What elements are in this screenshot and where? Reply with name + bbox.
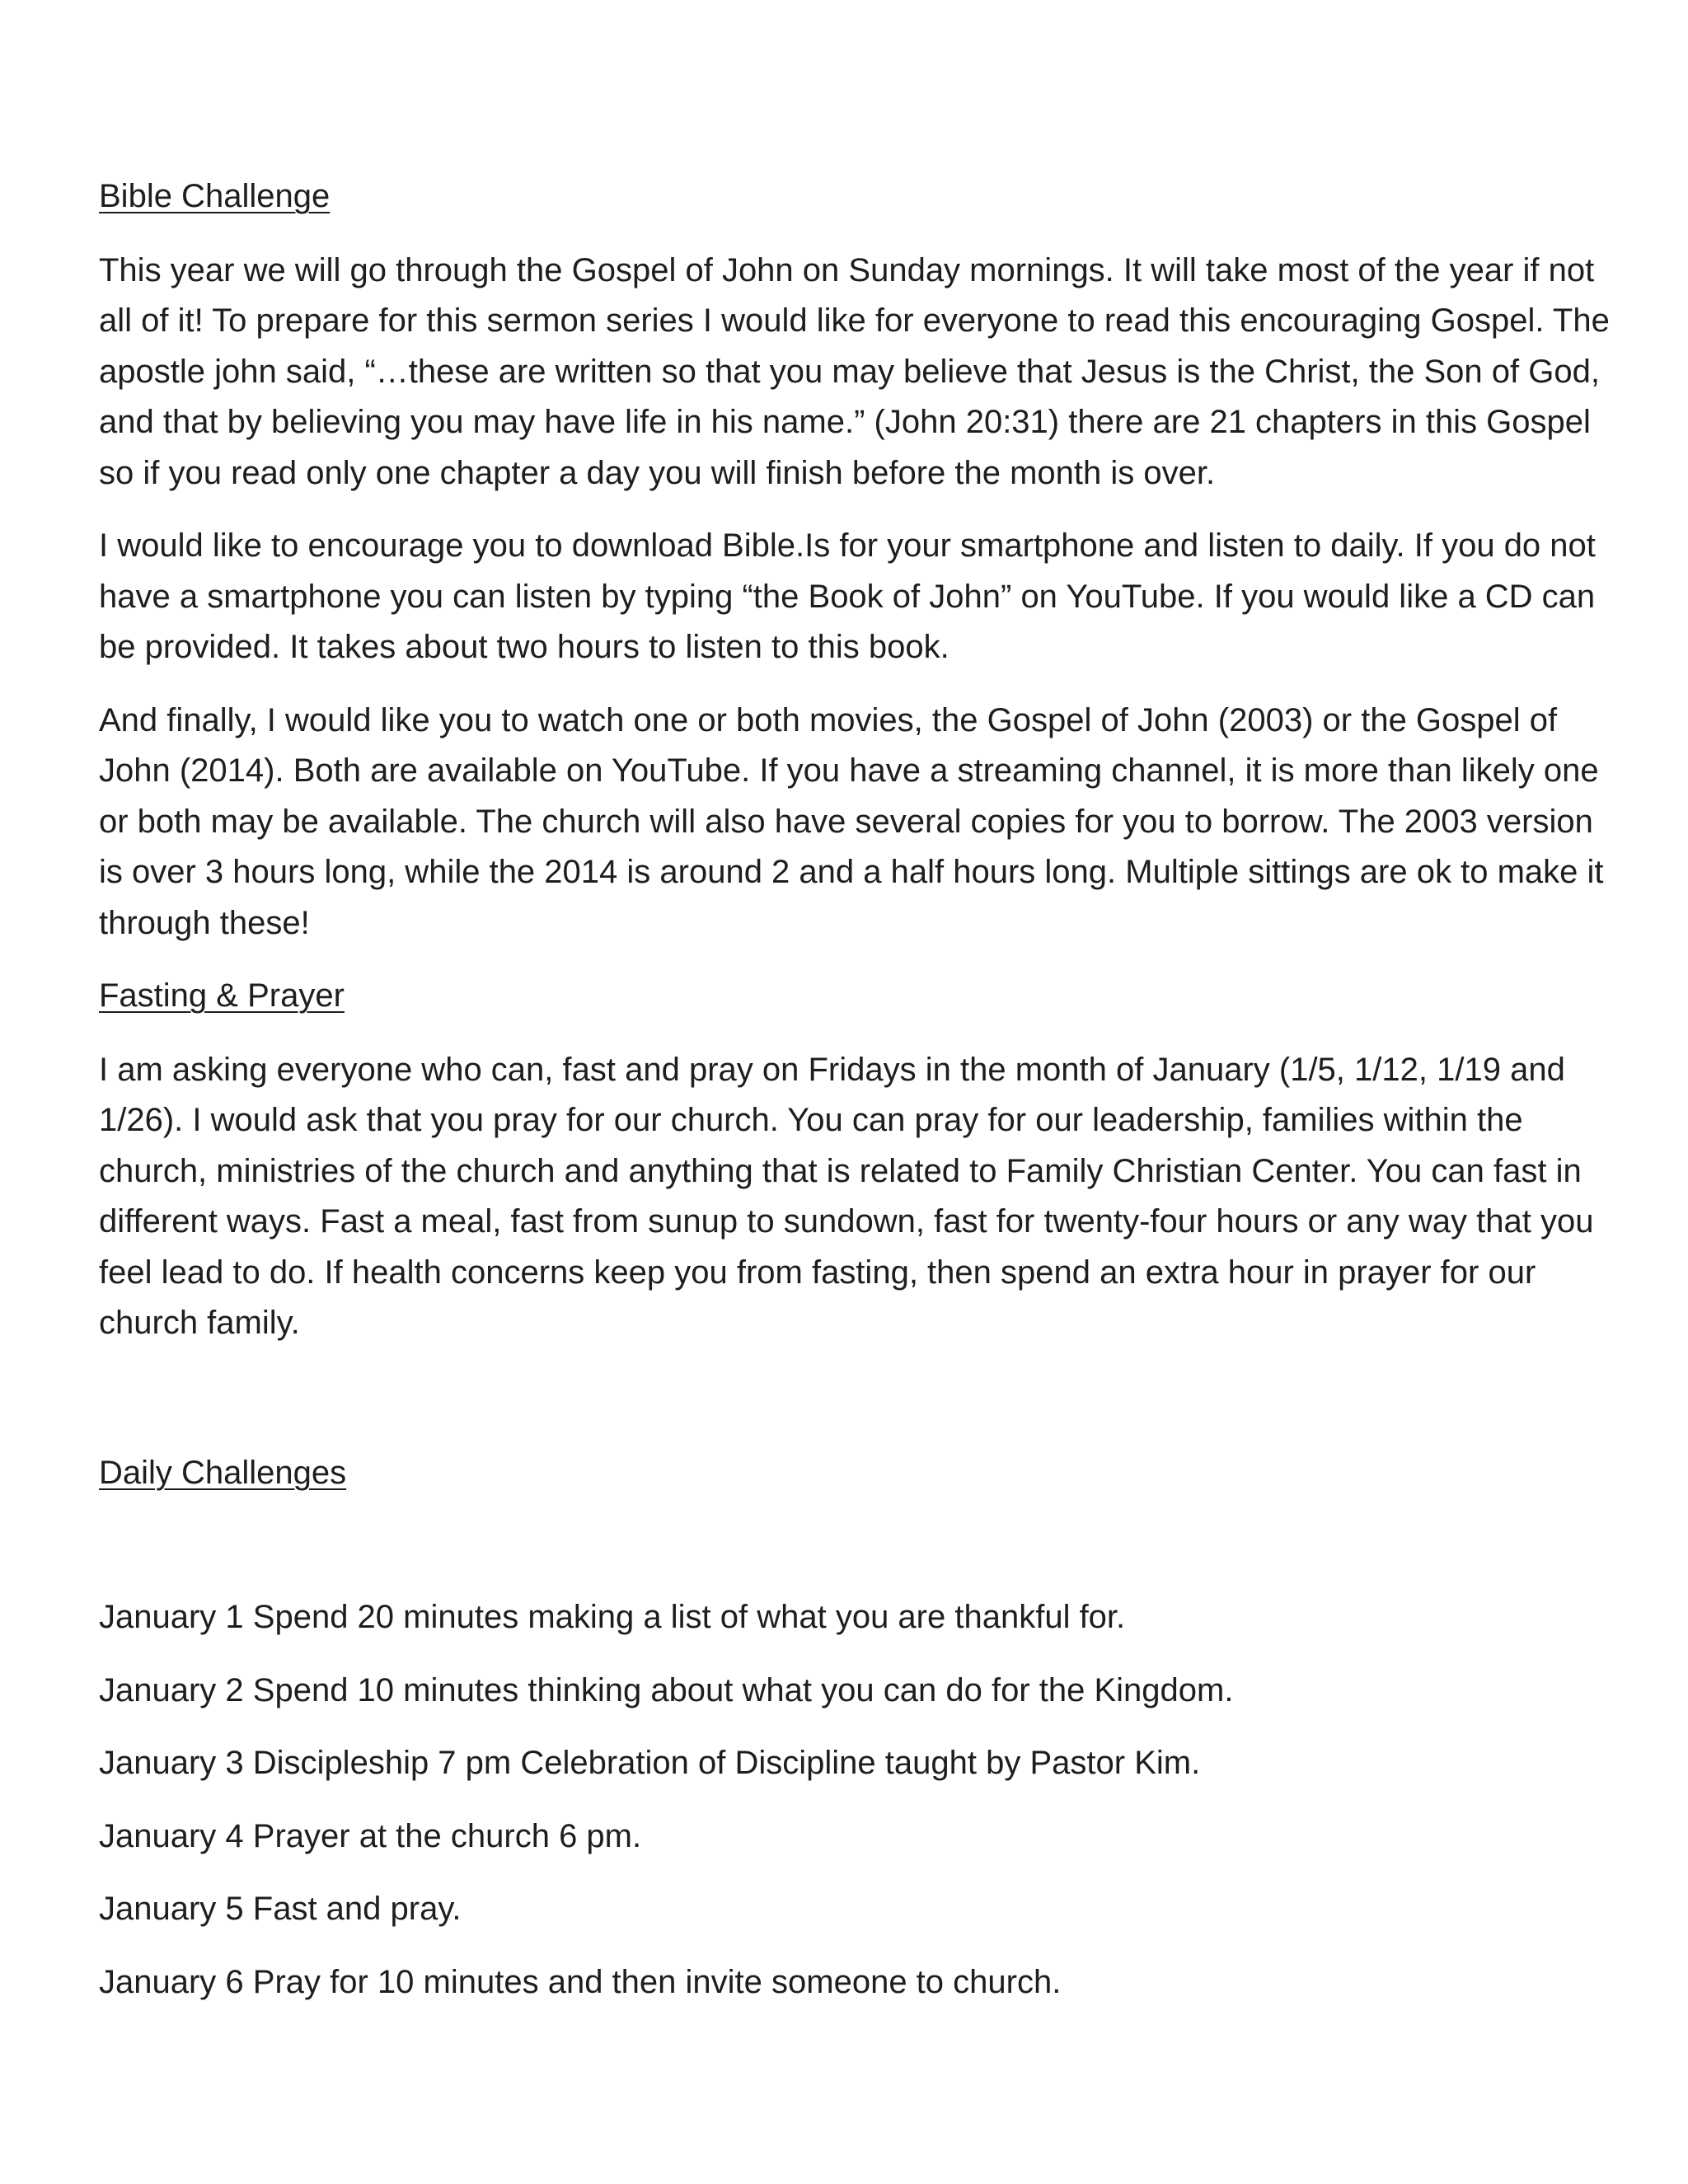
- bible-challenge-paragraph-2: I would like to encourage you to download Bible.Is for your smartphone and listen to daily. If you do not have a smartphone you can listen by typing “the Book of John” on YouTube. If you would like a CD can be provided. It takes about two hours to listen to this book.: [99, 527, 1596, 665]
- bible-challenge-paragraph-3: And finally, I would like you to watch one or both movies, the Gospel of John (2003) or the Gospel of John (2014). Both are available on YouTube. If you have a streaming channel, it is more than likely one or both may be available. The church will also have several copies for you to borrow. The 2003 version is over 3 hours long, while the 2014 is around 2 and a half hours long. Multiple sittings are ok to make it through these!: [99, 701, 1604, 941]
- daily-challenge-item: January 6 Pray for 10 minutes and then invite someone to church.: [99, 1963, 1062, 2000]
- daily-challenge-item: January 4 Prayer at the church 6 pm.: [99, 1817, 642, 1854]
- daily-challenge-item: January 3 Discipleship 7 pm Celebration of Discipline taught by Pastor Kim.: [99, 1745, 1201, 1781]
- daily-challenges-list: [99, 1592, 1615, 2008]
- daily-challenge-item: January 5 Fast and pray.: [99, 1891, 462, 1927]
- bible-challenge-paragraph-1: This year we will go through the Gospel of John on Sunday mornings. It will take most of the year if not all of it! To prepare for this sermon series I would like for everyone to read this encouraging Gospel. The apostle john said, “…these are written so that you may believe that Jesus is the Christ, the Son of God, and that by believing you may have life in his name.” (John 20:31) there are 21 chapters in this Gospel so if you read only one chapter a day you will finish before the month is over.: [99, 251, 1610, 491]
- daily-challenge-item: January 1 Spend 20 minutes making a list of what you are thankful for.: [99, 1599, 1126, 1635]
- fasting-prayer-heading: Fasting & Prayer: [99, 977, 345, 1014]
- fasting-prayer-paragraph: I am asking everyone who can, fast and pray on Fridays in the month of January (1/5, 1/12, 1/19 and 1/26). I would ask that you pray for our church. You can pray for our leadership, families within the church, ministries of the church and anything that is related to Family Christian Center. You can fast in different ways. Fast a meal, fast from sunup to sundown, fast for twenty-four hours or any way that you feel lead to do. If health concerns keep you from fasting, then spend an extra hour in prayer for our church family.: [99, 1051, 1594, 1341]
- document-page: [99, 171, 1615, 2030]
- bible-challenge-heading: Bible Challenge: [99, 178, 331, 214]
- daily-challenge-item: January 2 Spend 10 minutes thinking about what you can do for the Kingdom.: [99, 1671, 1234, 1708]
- daily-challenges-heading: Daily Challenges: [99, 1454, 347, 1491]
